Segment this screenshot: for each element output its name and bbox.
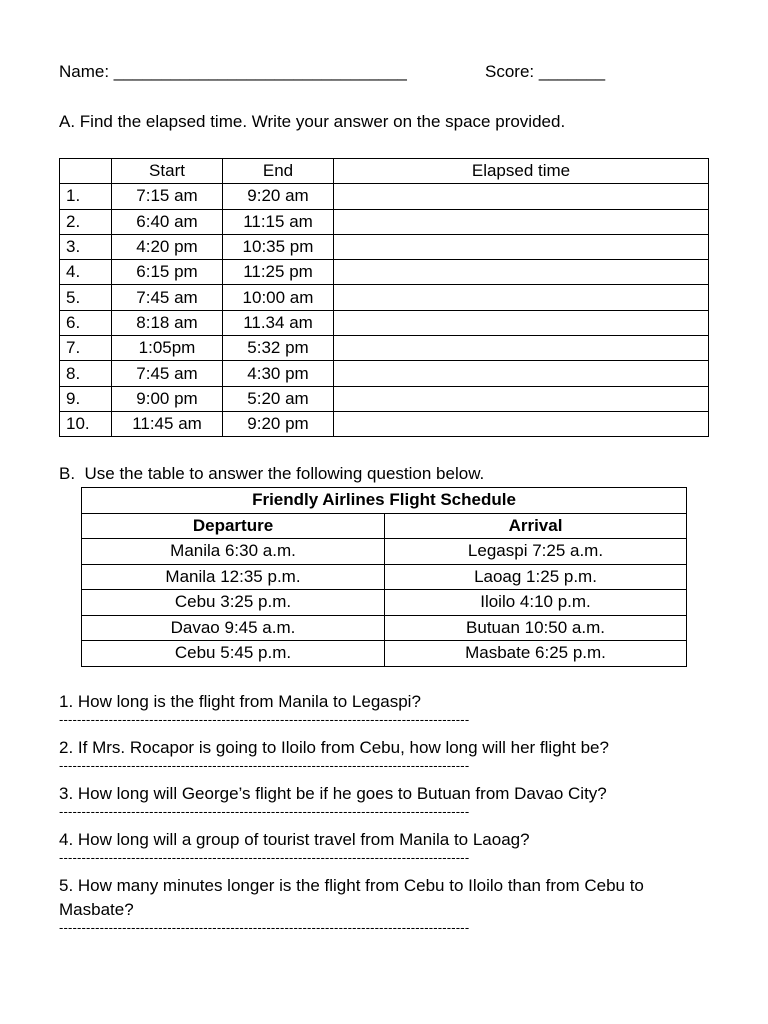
arrival-cell: Legaspi 7:25 a.m. xyxy=(385,539,687,565)
elapsed-answer-cell[interactable] xyxy=(334,411,709,436)
row-number: 5. xyxy=(60,285,112,310)
start-time: 6:15 pm xyxy=(112,260,223,285)
column-header-elapsed: Elapsed time xyxy=(334,159,709,184)
start-time: 9:00 pm xyxy=(112,386,223,411)
answer-line[interactable]: ------------------------------------------------------------------------------------------- xyxy=(59,714,470,726)
start-time: 7:45 am xyxy=(112,361,223,386)
table-row xyxy=(82,590,687,616)
table-row xyxy=(60,361,709,386)
end-time: 10:00 am xyxy=(223,285,334,310)
name-field-label: Name: _______________________________ xyxy=(59,62,407,81)
answer-line[interactable]: ------------------------------------------------------------------------------------------- xyxy=(59,852,470,864)
arrival-cell: Iloilo 4:10 p.m. xyxy=(385,590,687,616)
end-time: 11.34 am xyxy=(223,310,334,335)
arrival-cell: Laoag 1:25 p.m. xyxy=(385,564,687,590)
answer-line[interactable]: ------------------------------------------------------------------------------------------- xyxy=(59,760,470,772)
departure-cell: Cebu 3:25 p.m. xyxy=(82,590,385,616)
departure-cell: Cebu 5:45 p.m. xyxy=(82,641,385,667)
arrival-cell: Masbate 6:25 p.m. xyxy=(385,641,687,667)
elapsed-answer-cell[interactable] xyxy=(334,386,709,411)
answer-line[interactable]: ------------------------------------------------------------------------------------------- xyxy=(59,922,470,934)
start-time: 11:45 am xyxy=(112,411,223,436)
start-time: 8:18 am xyxy=(112,310,223,335)
table-row xyxy=(60,336,709,361)
table-row xyxy=(82,615,687,641)
table-row xyxy=(60,184,709,209)
end-time: 5:32 pm xyxy=(223,336,334,361)
question-text: 4. How long will a group of tourist travel from Manila to Laoag? xyxy=(59,830,530,849)
departure-cell: Manila 6:30 a.m. xyxy=(82,539,385,565)
end-time: 4:30 pm xyxy=(223,361,334,386)
elapsed-answer-cell[interactable] xyxy=(334,209,709,234)
question-text: 1. How long is the flight from Manila to Legaspi? xyxy=(59,692,421,711)
column-header-end: End xyxy=(223,159,334,184)
table-row xyxy=(60,411,709,436)
elapsed-answer-cell[interactable] xyxy=(334,361,709,386)
elapsed-answer-cell[interactable] xyxy=(334,184,709,209)
elapsed-answer-cell[interactable] xyxy=(334,285,709,310)
start-time: 7:15 am xyxy=(112,184,223,209)
end-time: 9:20 pm xyxy=(223,411,334,436)
start-time: 4:20 pm xyxy=(112,234,223,259)
table-row xyxy=(60,260,709,285)
table-header-row xyxy=(82,513,687,539)
table-row xyxy=(60,285,709,310)
table-row xyxy=(60,310,709,335)
question-text: 5. How many minutes longer is the flight from Cebu to Iloilo than from Cebu to Masbate? xyxy=(59,876,644,919)
flight-schedule-title: Friendly Airlines Flight Schedule xyxy=(82,488,687,514)
table-row xyxy=(60,209,709,234)
answer-line[interactable]: ------------------------------------------------------------------------------------------- xyxy=(59,806,470,818)
departure-cell: Davao 9:45 a.m. xyxy=(82,615,385,641)
table-row xyxy=(82,564,687,590)
flight-schedule-table xyxy=(81,487,687,667)
row-number: 9. xyxy=(60,386,112,411)
start-time: 1:05pm xyxy=(112,336,223,361)
end-time: 11:15 am xyxy=(223,209,334,234)
section-a-instructions: A. Find the elapsed time. Write your answer on the space provided. xyxy=(59,112,566,131)
table-row xyxy=(60,234,709,259)
question-text: 3. How long will George’s flight be if he goes to Butuan from Davao City? xyxy=(59,784,607,803)
end-time: 5:20 am xyxy=(223,386,334,411)
score-field-label: Score: _______ xyxy=(485,62,606,81)
elapsed-time-table xyxy=(59,158,709,437)
column-header-arrival: Arrival xyxy=(385,513,687,539)
arrival-cell: Butuan 10:50 a.m. xyxy=(385,615,687,641)
row-number: 8. xyxy=(60,361,112,386)
row-number: 10. xyxy=(60,411,112,436)
section-b-instructions: B. Use the table to answer the following question below. xyxy=(59,464,485,483)
table-row xyxy=(82,641,687,667)
column-header-number xyxy=(60,159,112,184)
table-title-row xyxy=(82,488,687,514)
elapsed-answer-cell[interactable] xyxy=(334,336,709,361)
row-number: 2. xyxy=(60,209,112,234)
table-row xyxy=(60,386,709,411)
end-time: 11:25 pm xyxy=(223,260,334,285)
column-header-start: Start xyxy=(112,159,223,184)
row-number: 1. xyxy=(60,184,112,209)
start-time: 6:40 am xyxy=(112,209,223,234)
table-row xyxy=(82,539,687,565)
elapsed-answer-cell[interactable] xyxy=(334,260,709,285)
elapsed-answer-cell[interactable] xyxy=(334,234,709,259)
end-time: 9:20 am xyxy=(223,184,334,209)
departure-cell: Manila 12:35 p.m. xyxy=(82,564,385,590)
elapsed-answer-cell[interactable] xyxy=(334,310,709,335)
start-time: 7:45 am xyxy=(112,285,223,310)
row-number: 3. xyxy=(60,234,112,259)
header-row xyxy=(59,62,619,84)
column-header-departure: Departure xyxy=(82,513,385,539)
row-number: 4. xyxy=(60,260,112,285)
table-header-row xyxy=(60,159,709,184)
row-number: 6. xyxy=(60,310,112,335)
question-text: 2. If Mrs. Rocapor is going to Iloilo from Cebu, how long will her flight be? xyxy=(59,738,609,757)
question-list xyxy=(59,690,709,944)
end-time: 10:35 pm xyxy=(223,234,334,259)
row-number: 7. xyxy=(60,336,112,361)
